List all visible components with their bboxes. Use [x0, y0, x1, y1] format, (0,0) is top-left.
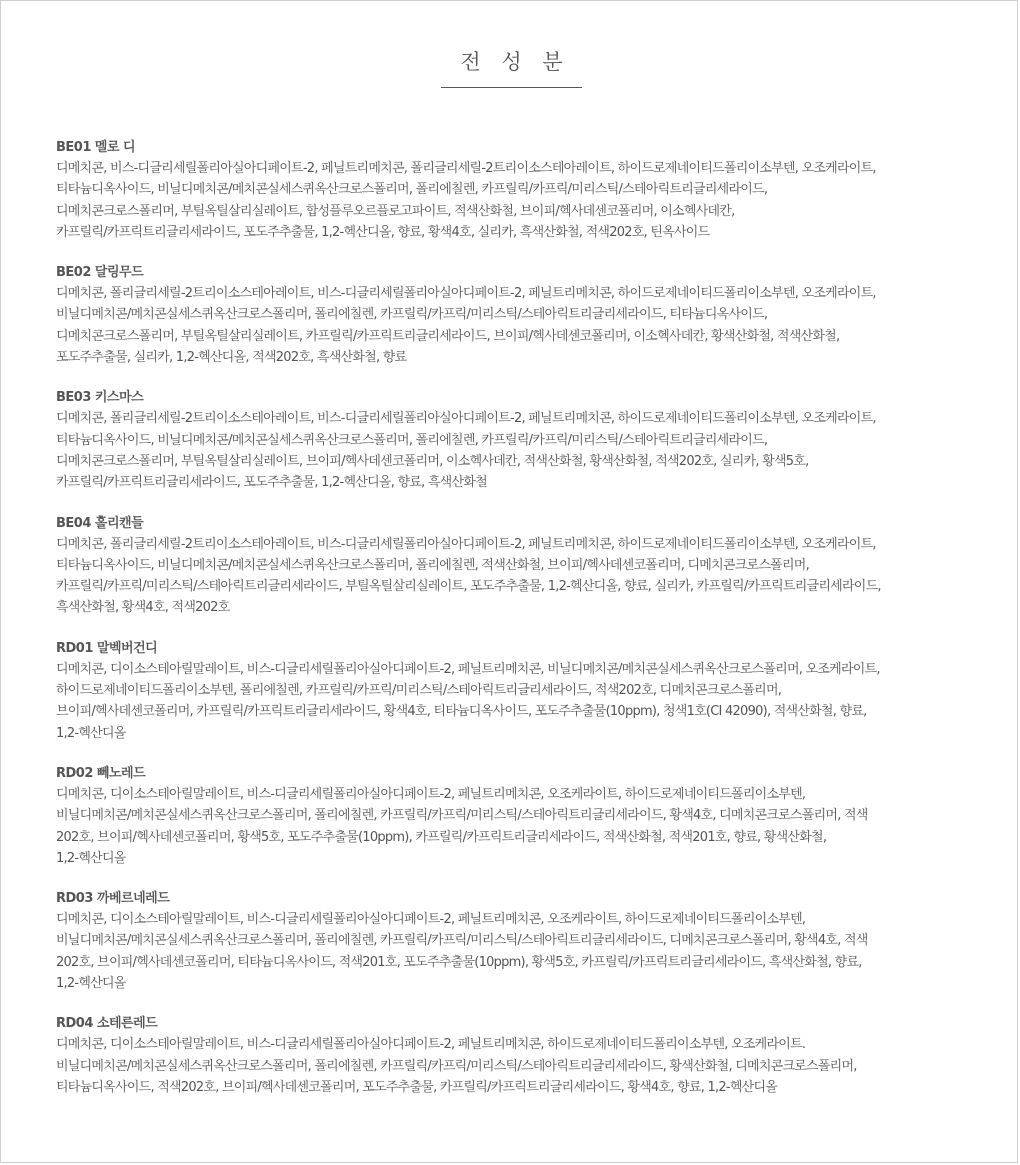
ingredient-section — [56, 1013, 986, 1098]
ingredient-list-line: 티타늄디옥사이드, 비닐디메치콘/메치콘실세스퀴옥산크로스폴리머, 폴리에칠렌, 카프릴릭/카프릭/미리스틱/스테아릭트리글리세라이드, — [56, 182, 768, 198]
ingredient-list-line: 티타늄디옥사이드, 적색202호, 브이피/헥사데센코폴리머, 포도주추출물, 카프릴릭/카프릭트리글리세라이드, 황색4호, 향료, 1,2-헥산디올 — [56, 1079, 778, 1095]
product-heading: BE02 달링무드 — [56, 265, 144, 281]
ingredient-list-line: 포도주추출물, 실리카, 1,2-헥산디올, 적색202호, 흑색산화철, 향료 — [56, 350, 407, 366]
ingredient-list-line: 비닐디메치콘/메치콘실세스퀴옥산크로스폴리머, 폴리에칠렌, 카프릴릭/카프릭/미리스틱/스테아릭트리글리세라이드, 티타늄디옥사이드, — [56, 307, 768, 323]
ingredient-section — [56, 387, 986, 493]
product-heading: RD04 소테른레드 — [56, 1016, 158, 1032]
ingredient-section — [56, 888, 986, 994]
ingredient-list-line: 하이드로제네이티드폴리이소부텐, 폴리에칠렌, 카프릴릭/카프릭/미리스틱/스테아릭트리글리세라이드, 적색202호, 디메치콘크로스폴리머, — [56, 683, 782, 699]
product-heading: RD01 말벡버건디 — [56, 640, 158, 656]
ingredient-list-line: 디메치콘크로스폴리머, 부틸옥틸살리실레이트, 브이피/헥사데센코폴리머, 이소헥사데칸, 적색산화철, 황색산화철, 적색202호, 실리카, 황색5호, — [56, 453, 809, 469]
ingredient-section — [56, 638, 986, 744]
ingredient-list-line: 티타늄디옥사이드, 비닐디메치콘/메치콘실세스퀴옥산크로스폴리머, 폴리에칠렌, 카프릴릭/카프릭/미리스틱/스테아릭트리글리세라이드, — [56, 432, 768, 448]
ingredient-list-line: 1,2-헥산디올 — [56, 725, 126, 741]
ingredient-list-line: 카프릴릭/카프릭/미리스틱/스테아릭트리글리세라이드, 부틸옥틸살리실레이트, 포도주추출물, 1,2-헥산디올, 향료, 실리카, 카프릴릭/카프릭트리글리세라이드, — [56, 579, 881, 595]
title-block — [441, 47, 582, 88]
ingredient-list-line: 비닐디메치콘/메치콘실세스퀴옥산크로스폴리머, 폴리에칠렌, 카프릴릭/카프릭/미리스틱/스테아릭트리글리세라이드, 디메치콘크로스폴리머, 황색4호, 적색 — [56, 933, 868, 949]
product-heading: BE03 키스마스 — [56, 390, 144, 406]
ingredient-list-line: 흑색산화철, 황색4호, 적색202호 — [56, 600, 230, 616]
ingredient-list-line: 202호, 브이피/헥사데센코폴리머, 황색5호, 포도주추출물(10ppm), 카프릴릭/카프릭트리글리세라이드, 적색산화철, 적색201호, 향료, 황색산화철, — [56, 829, 827, 845]
ingredient-section — [56, 262, 986, 368]
ingredient-list-line: 디메치콘, 디이소스테아릴말레이트, 비스-디글리세릴폴리아실아디페이트-2, 페닐트리메치콘, 비닐디메치콘/메치콘실세스퀴옥산크로스폴리머, 오조케라이트, — [56, 661, 880, 677]
page-title: 전 성 분 — [460, 50, 570, 74]
product-heading: RD02 뻬노레드 — [56, 765, 146, 781]
ingredient-list-line: 비닐디메치콘/메치콘실세스퀴옥산크로스폴리머, 폴리에칠렌, 카프릴릭/카프릭/미리스틱/스테아릭트리글리세라이드, 황색4호, 디메치콘크로스폴리머, 적색 — [56, 808, 868, 824]
ingredient-list-line: 디메치콘크로스폴리머, 부틸옥틸살리실레이트, 합성플루오르플로고파이트, 적색산화철, 브이피/헥사데센코폴리머, 이소헥사데칸, — [56, 203, 735, 219]
product-heading: RD03 까베르네레드 — [56, 891, 170, 907]
product-heading: BE04 홀리캔들 — [56, 515, 144, 531]
ingredient-list-line: 디메치콘크로스폴리머, 부틸옥틸살리실레이트, 카프릴릭/카프릭트리글리세라이드, 브이피/헥사데센코폴리머, 이소헥사데칸, 황색산화철, 적색산화철, — [56, 328, 840, 344]
ingredient-sections — [56, 137, 986, 1117]
ingredient-list-line: 티타늄디옥사이드, 비닐디메치콘/메치콘실세스퀴옥산크로스폴리머, 폴리에칠렌, 적색산화철, 브이피/헥사데센코폴리머, 디메치콘크로스폴리머, — [56, 557, 809, 573]
ingredient-list-line: 1,2-헥산디올 — [56, 976, 126, 992]
ingredient-list-line: 202호, 브이피/헥사데센코폴리머, 티타늄디옥사이드, 적색201호, 포도주추출물(10ppm), 황색5호, 카프릴릭/카프릭트리글리세라이드, 흑색산화철, 향료, — [56, 954, 862, 970]
ingredient-section — [56, 763, 986, 869]
ingredient-section — [56, 137, 986, 243]
product-heading: BE01 멜로 디 — [56, 140, 136, 155]
ingredient-section — [56, 513, 986, 619]
ingredient-list-line: 1,2-헥산디올 — [56, 850, 126, 866]
ingredient-list-line: 디메치콘, 폴리글리세릴-2트리이소스테아레이트, 비스-디글리세릴폴리아실아디페이트-2, 페닐트리메치콘, 하이드로제네이티드폴리이소부텐, 오조케라이트, — [56, 411, 876, 427]
ingredient-list-line: 카프릴릭/카프릭트리글리세라이드, 포도주추출물, 1,2-헥산디올, 향료, 황색4호, 실리카, 흑색산화철, 적색202호, 틴옥사이드 — [56, 224, 710, 240]
ingredient-list-line: 비닐디메치콘/메치콘실세스퀴옥산크로스폴리머, 폴리에칠렌, 카프릴릭/카프릭/미리스틱/스테아릭트리글리세라이드, 황색산화철, 디메치콘크로스폴리머, — [56, 1058, 857, 1074]
ingredient-list-line: 디메치콘, 디이소스테아릴말레이트, 비스-디글리세릴폴리아실아디페이트-2, 페닐트리메치콘, 오조케라이트, 하이드로제네이티드폴리이소부텐, — [56, 912, 806, 928]
ingredient-list-line: 카프릴릭/카프릭트리글리세라이드, 포도주추출물, 1,2-헥산디올, 향료, 흑색산화철 — [56, 475, 487, 491]
title-underline — [441, 87, 582, 88]
ingredient-list-line: 디메치콘, 디이소스테아릴말레이트, 비스-디글리세릴폴리아실아디페이트-2, 페닐트리메치콘, 하이드로제네이티드폴리이소부텐, 오조케라이트. — [56, 1037, 806, 1053]
ingredient-list-line: 디메치콘, 폴리글리세릴-2트리이소스테아레이트, 비스-디글리세릴폴리아실아디페이트-2, 페닐트리메치콘, 하이드로제네이티드폴리이소부텐, 오조케라이트, — [56, 286, 876, 302]
ingredient-list-line: 디메치콘, 비스-디글리세릴폴리아실아디페이트-2, 페닐트리메치콘, 폴리글리세릴-2트리이소스테아레이트, 하이드로제네이티드폴리이소부텐, 오조케라이트, — [56, 161, 876, 176]
ingredient-list-line: 브이피/헥사데센코폴리머, 카프릴릭/카프릭트리글리세라이드, 황색4호, 티타늄디옥사이드, 포도주추출물(10ppm), 청색1호(CI 42090), 적색산화철, 향료, — [56, 704, 867, 720]
ingredient-list-line: 디메치콘, 디이소스테아릴말레이트, 비스-디글리세릴폴리아실아디페이트-2, 페닐트리메치콘, 오조케라이트, 하이드로제네이티드폴리이소부텐, — [56, 786, 806, 802]
ingredient-list-line: 디메치콘, 폴리글리세릴-2트리이소스테아레이트, 비스-디글리세릴폴리아실아디페이트-2, 페닐트리메치콘, 하이드로제네이티드폴리이소부텐, 오조케라이트, — [56, 536, 876, 552]
